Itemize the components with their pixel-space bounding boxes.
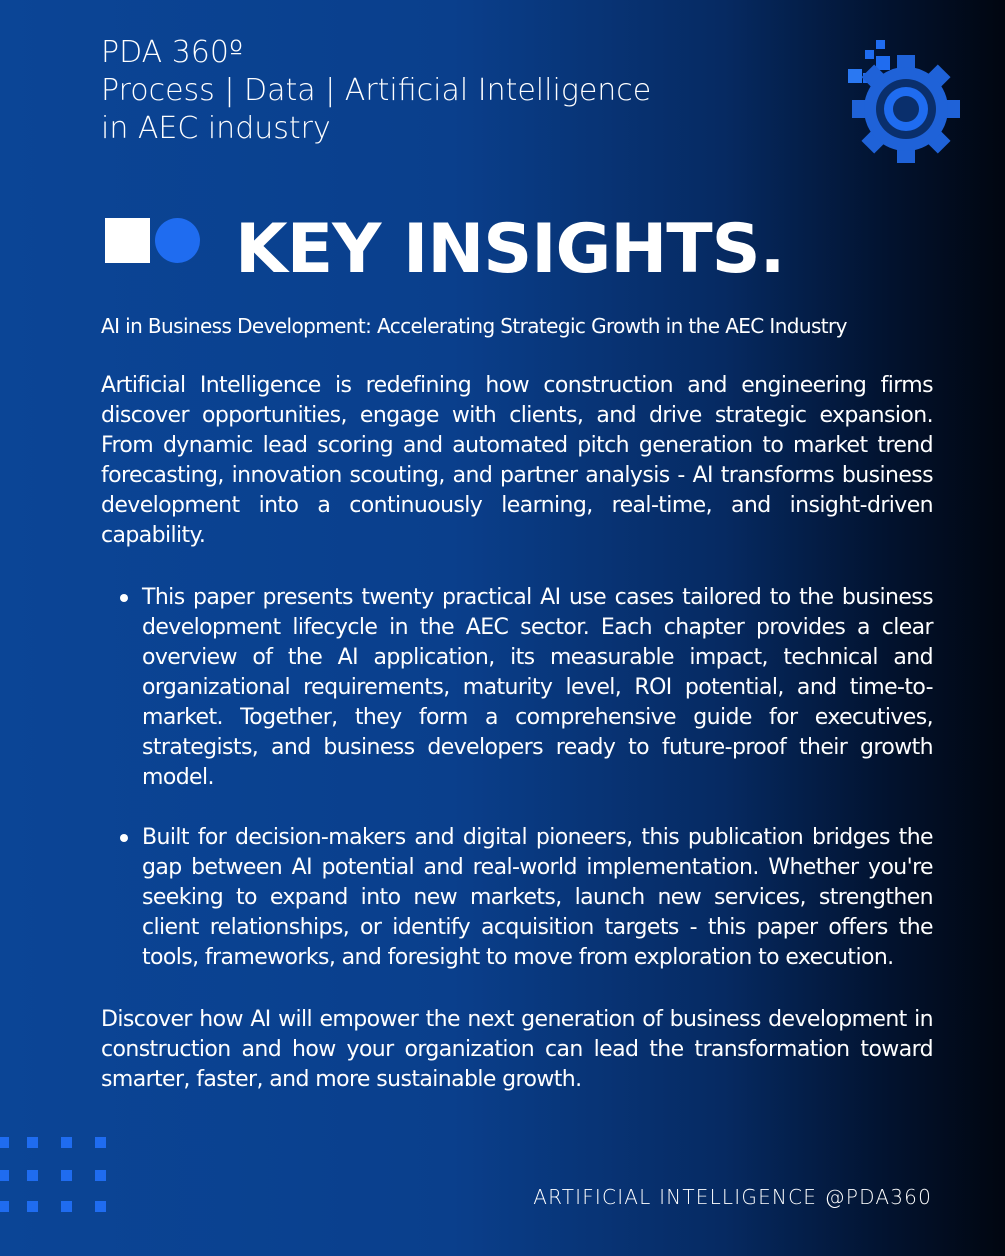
header-line-3: in AEC industry	[101, 111, 331, 146]
header-line-2: Process | Data | Artificial Intelligence	[101, 73, 652, 108]
header-line-1: PDA 360º	[101, 35, 244, 70]
bullet-text: This paper presents twenty practical AI use cases tailored to the business development lifecycle in the AEC sector. Each chapter provides a clear overview of the AI application, its measurable impact, technical and organizational requirements, maturity level, ROI potential, and time-to-market. Together, they form a comprehensive guide for executives, strategists, and business developers ready to future-proof their growth model.	[142, 585, 933, 790]
bullet-list	[101, 583, 933, 1003]
bullet-dot-icon	[120, 834, 128, 842]
dot-grid-decoration	[0, 1137, 110, 1217]
bullet-text: Built for decision-makers and digital pioneers, this publication bridges the gap between AI potential and real-world implementation. Whether you're seeking to expand into new markets, launch new services, strengthen client relationships, or identify acquisition targets - this paper offers the tools, frameworks, and foresight to move from exploration to execution.	[142, 825, 933, 970]
subtitle: AI in Business Development: Accelerating Strategic Growth in the AEC Industry	[101, 314, 847, 338]
bullet-item	[101, 823, 933, 973]
header-title-block	[101, 34, 651, 148]
intro-paragraph: Artificial Intelligence is redefining how construction and engineering firms discover opportunities, engage with clients, and drive strategic expansion. From dynamic lead scoring and automated pitch generation to market trend forecasting, innovation scouting, and partner analysis - AI transforms business development into a continuously learning, real-time, and insight-driven capability.	[101, 373, 933, 548]
square-shape-icon	[105, 218, 150, 263]
gear-icon	[843, 36, 967, 166]
circle-shape-icon	[155, 218, 200, 263]
bullet-item	[101, 583, 933, 793]
footer-handle: ARTIFICIAL INTELLIGENCE @PDA360	[533, 1185, 932, 1209]
bullet-dot-icon	[120, 594, 128, 602]
page-title: KEY INSIGHTS.	[235, 210, 785, 289]
outro-paragraph: Discover how AI will empower the next generation of business development in construction and how your organization can lead the transformation toward smarter, faster, and more sustainable growth.	[101, 1007, 933, 1092]
